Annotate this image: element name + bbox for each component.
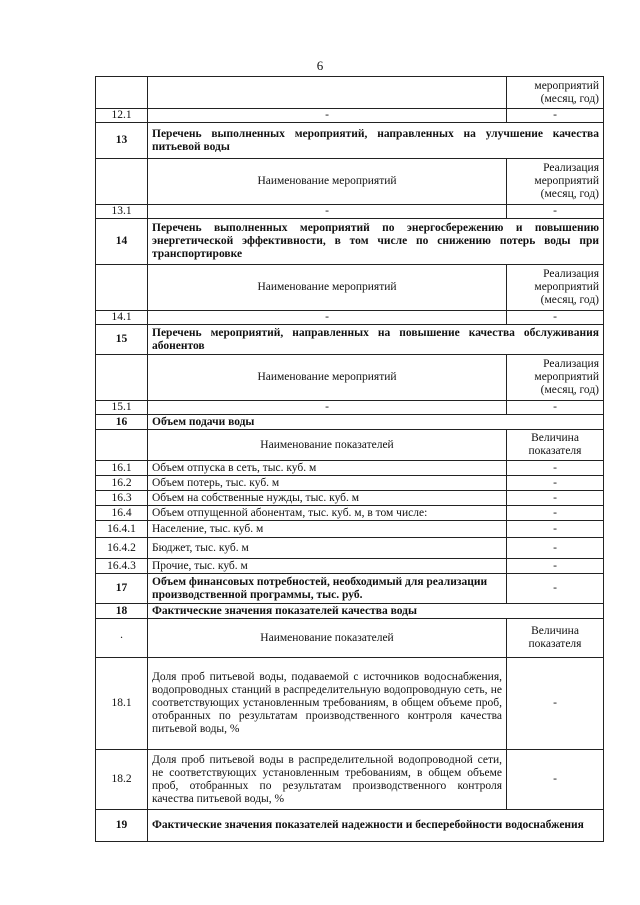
row-number: 16.2 (96, 476, 148, 491)
row-number (96, 265, 148, 311)
row-name: Доля проб питьевой воды, подаваемой с источников водоснабжения, водопроводных станций в распределительную водопроводную сеть, не соответствующих установленным требованиям, в общем объеме проб, отобранных по результатам производственного контроля качества питьевой воды, % (148, 658, 507, 750)
column-header-name: Наименование мероприятий (148, 355, 507, 401)
row-name: Объем отпуска в сеть, тыс. куб. м (148, 461, 507, 476)
row-value: - (507, 311, 604, 325)
row-value: - (507, 538, 604, 559)
table-row (96, 109, 604, 123)
row-value: - (507, 401, 604, 415)
column-header-name: Наименование показателей (148, 619, 507, 658)
section-number: 19 (96, 810, 148, 842)
section-row (96, 604, 604, 619)
page-number: 6 (316, 58, 324, 73)
row-name: Прочие, тыс. куб. м (148, 559, 507, 574)
row-value: - (507, 574, 604, 604)
row-number (96, 77, 148, 109)
section-row (96, 810, 604, 842)
row-name: - (148, 311, 507, 325)
row-number: 13.1 (96, 205, 148, 219)
table-row (96, 311, 604, 325)
row-number: 15.1 (96, 401, 148, 415)
table-row (96, 476, 604, 491)
table-row (96, 491, 604, 506)
table-header-row (96, 430, 604, 461)
section-number: 15 (96, 325, 148, 355)
section-row (96, 219, 604, 265)
row-name: Население, тыс. куб. м (148, 521, 507, 538)
section-number: 18 (96, 604, 148, 619)
row-value: - (507, 559, 604, 574)
section-title: Объем подачи воды (148, 415, 604, 430)
section-title: Фактические значения показателей качества воды (148, 604, 604, 619)
section-title: Перечень мероприятий, направленных на повышение качества обслуживания абонентов (148, 325, 604, 355)
row-number: 16.4.2 (96, 538, 148, 559)
row-name: Объем потерь, тыс. куб. м (148, 476, 507, 491)
section-title: Объем финансовых потребностей, необходимый для реализации производственной программы, тыс. руб. (148, 574, 507, 604)
row-value: - (507, 506, 604, 521)
column-header-name: Наименование показателей (148, 430, 507, 461)
table-header-row (96, 265, 604, 311)
production-program-table (95, 76, 604, 842)
table-header-row (96, 355, 604, 401)
table-row (96, 401, 604, 415)
row-name: Бюджет, тыс. куб. м (148, 538, 507, 559)
row-number: 16.3 (96, 491, 148, 506)
table-row (96, 750, 604, 810)
table-row (96, 506, 604, 521)
table-header-row (96, 619, 604, 658)
section-row (96, 415, 604, 430)
section-title: Фактические значения показателей надежности и бесперебойности водоснабжения (148, 810, 604, 842)
table-row (96, 658, 604, 750)
row-name: - (148, 205, 507, 219)
row-number: 16.4 (96, 506, 148, 521)
row-value: - (507, 658, 604, 750)
table-header-row (96, 159, 604, 205)
row-value: - (507, 476, 604, 491)
section-row (96, 325, 604, 355)
column-header-value: Величина показателя (507, 619, 604, 658)
row-value: - (507, 109, 604, 123)
table-row (96, 461, 604, 476)
section-title: Перечень выполненных мероприятий, направленных на улучшение качества питьевой воды (148, 123, 604, 159)
row-number: 16.1 (96, 461, 148, 476)
section-number: 17 (96, 574, 148, 604)
row-value: - (507, 461, 604, 476)
section-number: 14 (96, 219, 148, 265)
table-row (96, 559, 604, 574)
table-row (96, 205, 604, 219)
column-header-name: Наименование мероприятий (148, 265, 507, 311)
row-value: - (507, 491, 604, 506)
row-name: - (148, 401, 507, 415)
table-row (96, 538, 604, 559)
row-name: Доля проб питьевой воды в распределительной водопроводной сети, не соответствующих установленным требованиям, в общем объеме проб, отобранных по результатам производственного контроля качества питьевой воды, % (148, 750, 507, 810)
row-number (96, 159, 148, 205)
row-name: Объем отпущенной абонентам, тыс. куб. м, в том числе: (148, 506, 507, 521)
row-name: Объем на собственные нужды, тыс. куб. м (148, 491, 507, 506)
section-row (96, 123, 604, 159)
row-number: 12.1 (96, 109, 148, 123)
table-row (96, 77, 604, 109)
section-title: Перечень выполненных мероприятий по энергосбережению и повышению энергетической эффективности, в том числе по снижению потерь воды при транспортировке (148, 219, 604, 265)
row-number: 14.1 (96, 311, 148, 325)
row-name (148, 77, 507, 109)
row-number: 16.4.3 (96, 559, 148, 574)
row-name: - (148, 109, 507, 123)
row-value: - (507, 205, 604, 219)
row-value: - (507, 750, 604, 810)
column-header-name: Наименование мероприятий (148, 159, 507, 205)
column-header-value: мероприятий (месяц, год) (507, 77, 604, 109)
column-header-value: Величина показателя (507, 430, 604, 461)
column-header-value: Реализация мероприятий (месяц, год) (507, 265, 604, 311)
column-header-value: Реализация мероприятий (месяц, год) (507, 355, 604, 401)
table-row (96, 521, 604, 538)
section-number: 13 (96, 123, 148, 159)
section-row (96, 574, 604, 604)
row-number: 16.4.1 (96, 521, 148, 538)
row-number (96, 430, 148, 461)
row-number: · (96, 619, 148, 658)
row-number (96, 355, 148, 401)
row-number: 18.2 (96, 750, 148, 810)
column-header-value: Реализация мероприятий (месяц, год) (507, 159, 604, 205)
section-number: 16 (96, 415, 148, 430)
row-number: 18.1 (96, 658, 148, 750)
row-value: - (507, 521, 604, 538)
